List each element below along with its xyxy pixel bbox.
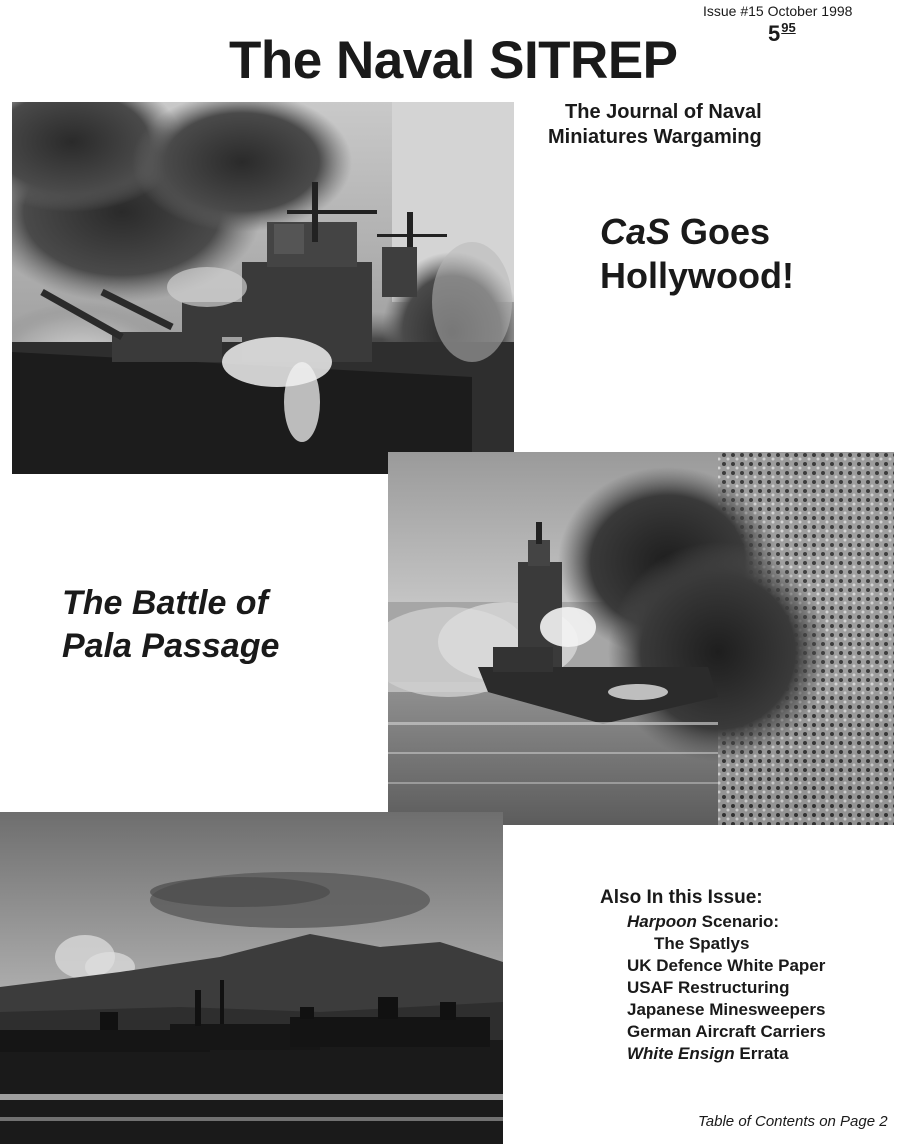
item-italic: Harpoon [627, 912, 697, 931]
tagline-line-2: Miniatures Wargaming [548, 126, 762, 148]
photo-burning-battleship [12, 102, 514, 474]
price-cents: 95 [781, 20, 796, 35]
cover-price [768, 20, 796, 47]
list-item [627, 911, 826, 933]
list-item [627, 933, 826, 955]
list-item [627, 955, 826, 977]
tagline-line-1: The Journal of Naval [565, 101, 762, 123]
price-dollars: 5 [768, 21, 781, 46]
list-item [627, 1043, 826, 1065]
item-text: Errata [734, 1044, 789, 1063]
issue-line: Issue #15 October 1998 [703, 3, 853, 19]
list-item [627, 977, 826, 999]
journal-tagline [548, 100, 762, 150]
contents-heading: Also In this Issue: [600, 887, 763, 908]
item-text: Scenario: [696, 912, 780, 931]
feature-title [62, 582, 279, 668]
item-text: The Spatlys [654, 934, 750, 953]
list-item [627, 1021, 826, 1043]
feature-line-1: The Battle of [62, 584, 268, 622]
masthead-title: The Naval SITREP [229, 31, 678, 90]
feature-line-2: Pala Passage [62, 627, 280, 665]
headline-italic-word: CaS [600, 211, 671, 252]
item-text: German Aircraft Carriers [627, 1022, 826, 1041]
item-text: Japanese Minesweepers [627, 1000, 826, 1019]
headline-line-2: Hollywood! [600, 255, 794, 296]
toc-note: Table of Contents on Page 2 [698, 1113, 888, 1130]
headline-line-1 [600, 210, 794, 254]
list-item [627, 999, 826, 1021]
headline-rest: Goes [670, 211, 771, 252]
item-text: UK Defence White Paper [627, 956, 826, 975]
photo-landing-craft [0, 812, 503, 1144]
contents-list [600, 911, 826, 1065]
cover-headline [600, 210, 794, 298]
also-in-this-issue [600, 887, 826, 1065]
item-text: USAF Restructuring [627, 978, 790, 997]
photo-ship-under-attack [388, 452, 894, 825]
item-italic: White Ensign [627, 1044, 735, 1063]
